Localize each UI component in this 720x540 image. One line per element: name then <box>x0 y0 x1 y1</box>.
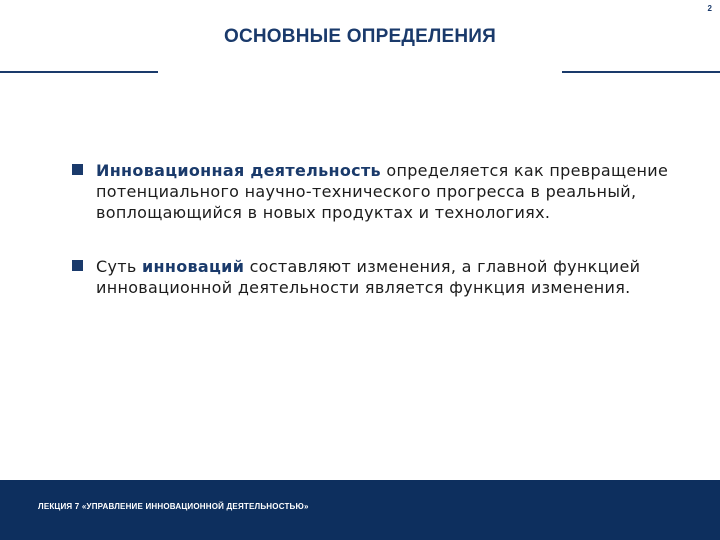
title-rule-left <box>0 71 158 73</box>
bullet-list <box>72 160 682 298</box>
square-bullet-icon <box>72 164 83 175</box>
footer-text: ЛЕКЦИЯ 7 «УПРАВЛЕНИЕ ИННОВАЦИОННОЙ ДЕЯТЕЛЬНОСТЬЮ» <box>38 502 309 511</box>
page-number: 2 <box>707 4 712 13</box>
bullet-1-bold-term: Инновационная деятельность <box>96 161 381 180</box>
slide-title: ОСНОВНЫЕ ОПРЕДЕЛЕНИЯ <box>223 26 497 47</box>
bullet-1-text: определяется как превращение потенциального научно-технического прогресса в реальный, воплощающийся в новых продуктах и технологиях. <box>96 161 669 222</box>
bullet-item-1 <box>72 160 682 223</box>
bullet-2-lead: Суть <box>96 257 142 276</box>
bullet-2-text: составляют изменения, а главной функцией инновационной деятельности является функция изменения. <box>96 257 641 297</box>
square-bullet-icon <box>72 260 83 271</box>
bullet-item-2 <box>72 256 682 298</box>
footer-bar <box>0 480 720 540</box>
title-rule-right <box>562 71 720 73</box>
bullet-2-bold-term: инноваций <box>141 257 245 276</box>
